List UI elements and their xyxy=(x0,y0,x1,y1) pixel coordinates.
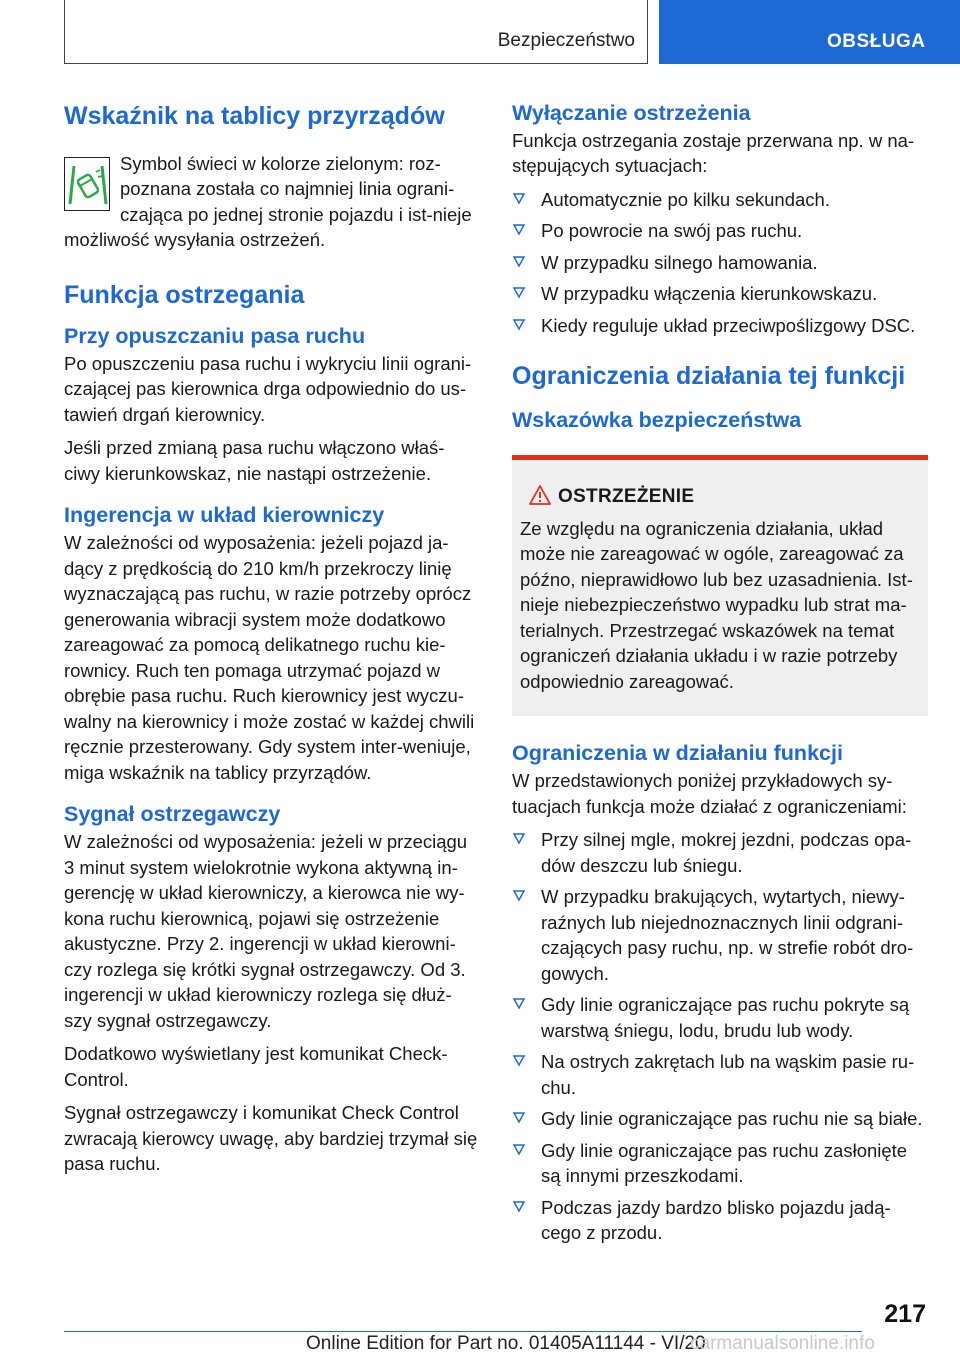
heading-disable-warning: Wyłączanie ostrzeżenia xyxy=(512,101,751,125)
disable-intro: Funkcja ostrzegania zostaje przerwana np. w na-stępujących sytuacjach: xyxy=(512,129,915,177)
restrictions-list xyxy=(512,827,928,1246)
triangle-bullet-icon xyxy=(512,316,526,332)
list-item: Po powrocie na swój pas ruchu. xyxy=(512,218,928,244)
list-item: W przypadku silnego hamowania. xyxy=(512,250,928,276)
list-item: Gdy linie ograniczające pas ruchu pokryte są warstwą śniegu, lodu, brudu lub wody. xyxy=(512,992,928,1043)
heading-leaving-lane: Przy opuszczaniu pasa ruchu xyxy=(64,324,366,348)
indicator-text: Symbol świeci w kolorze zielonym: roz-poznana została co najmniej linia ograni-czająca po jednej stronie pojazdu i ist-nieje możliwość wysyłania ostrzeżeń. xyxy=(64,152,472,250)
leaving-paragraph-1: Po opuszczeniu pasa ruchu i wykryciu linii ograni-czającej pas kierownica drga odpowiednio do us-tawień drgań kierownicy. xyxy=(64,352,472,425)
header-chapter-tab xyxy=(659,0,960,64)
triangle-bullet-icon xyxy=(512,1141,526,1157)
list-item: Podczas jazdy bardzo blisko pojazdu jadą-cego z przodu. xyxy=(512,1195,928,1246)
triangle-bullet-icon xyxy=(512,1198,526,1214)
page-number: 217 xyxy=(884,1300,926,1328)
triangle-bullet-icon xyxy=(512,284,526,300)
triangle-bullet-icon xyxy=(512,1052,526,1068)
left-column xyxy=(64,100,478,1177)
triangle-bullet-icon xyxy=(512,1109,526,1125)
list-item: W przypadku włączenia kierunkowskazu. xyxy=(512,281,928,307)
right-column xyxy=(512,100,928,1252)
header-section-title: Bezpieczeństwo xyxy=(497,30,635,51)
warning-title: OSTRZEŻENIE xyxy=(558,485,695,507)
list-item: Kiedy reguluje układ przeciwpoślizgowy DSC. xyxy=(512,313,928,339)
lane-departure-green-icon xyxy=(64,157,110,211)
warning-triangle-icon xyxy=(528,484,552,506)
heading-warning-signal: Sygnał ostrzegawczy xyxy=(64,802,281,827)
triangle-bullet-icon xyxy=(512,887,526,903)
triangle-bullet-icon xyxy=(512,830,526,846)
list-item: Przy silnej mgle, mokrej jezdni, podczas opa-dów deszczu lub śniegu. xyxy=(512,827,928,878)
triangle-bullet-icon xyxy=(512,221,526,237)
signal-paragraph-3: Sygnał ostrzegawczy i komunikat Check Control zwracają kierowcy uwagę, aby bardziej trzymał się pasa ruchu. xyxy=(64,1102,478,1175)
footer-watermark: carmanualsonline.info xyxy=(690,1333,875,1354)
triangle-bullet-icon xyxy=(512,253,526,269)
heading-steering-intervention: Ingerencja w układ kierowniczy xyxy=(64,503,385,528)
list-item: W przypadku brakujących, wytartych, niewy-raźnych lub niejednoznacznych linii odgrani-czających pasy ruchu, np. w strefie robót dro-gowych. xyxy=(512,884,928,986)
list-item: Na ostrych zakrętach lub na wąskim pasie ru-chu. xyxy=(512,1049,928,1100)
leaving-paragraph-2: Jeśli przed zmianą pasa ruchu włączono właś-ciwy kierunkowskaz, nie nastąpi ostrzeżenie. xyxy=(64,437,445,484)
heading-function-limits: Ograniczenia działania tej funkcji xyxy=(512,362,906,391)
header-chapter-label: OBSŁUGA xyxy=(827,31,926,52)
heading-safety-note: Wskazówka bezpieczeństwa xyxy=(512,407,802,432)
indicator-paragraph xyxy=(64,151,478,253)
footer-divider xyxy=(64,1331,862,1332)
steering-paragraph: W zależności od wyposażenia: jeżeli pojazd ja-dący z prędkością do 210 km/h przekroczy linię wyznaczającą pas ruchu, w razie potrzeby oprócz generowania wibracji system może dodatkowo zareagować za pomocą delikatnego ruchu kie-rownicy. Ruch ten pomaga utrzymać pojazd w obrębie pasa ruchu. Ruch kierownicy jest wyczu-walny na kierownicy i może zostać w każdej chwili ręcznie przesterowany. Gdy system inter-weniuje, miga wskaźnik na tablicy przyrządów. xyxy=(64,532,475,783)
list-item: Gdy linie ograniczające pas ruchu zasłonięte są innymi przeszkodami. xyxy=(512,1138,928,1189)
signal-paragraph-2: Dodatkowo wyświetlany jest komunikat Check-Control. xyxy=(64,1043,448,1090)
restrictions-intro: W przedstawionych poniżej przykładowych sy-tuacjach funkcja może działać z ograniczeniami: xyxy=(512,770,907,817)
triangle-bullet-icon xyxy=(512,190,526,206)
triangle-bullet-icon xyxy=(512,995,526,1011)
footer-edition: Online Edition for Part no. 01405A11144 - VI/20 xyxy=(306,1333,706,1354)
list-item: Automatycznie po kilku sekundach. xyxy=(512,187,928,213)
disable-list xyxy=(512,187,928,339)
list-item: Gdy linie ograniczające pas ruchu nie są białe. xyxy=(512,1106,928,1132)
heading-warning-function: Funkcja ostrzegania xyxy=(64,280,305,309)
warning-box xyxy=(512,455,928,717)
warning-text: Ze względu na ograniczenia działania, układ może nie zareagować w ogóle, zareagować za późno, nieprawidłowo lub bez uzasadnienia. Ist-nieje niebezpieczeństwo wypadku lub strat ma-terialnych. Przestrzegać wskazówek na temat ograniczeń działania układu i w razie potrzeby odpowiednio zareagować. xyxy=(520,517,913,692)
heading-indicator: Wskaźnik na tablicy przyrządów xyxy=(64,102,445,130)
header-frame xyxy=(64,0,648,64)
heading-restrictions: Ograniczenia w działaniu funkcji xyxy=(512,741,843,766)
signal-paragraph-1: W zależności od wyposażenia: jeżeli w przeciągu 3 minut system wielokrotnie wykona aktywną in-gerencję w układ kierowniczy, a kierowca nie wy-kona ruchu kierownicą, pojawi się ostrzeżenie akustyczne. Przy 2. ingerencji w układ kierowni-czy rozlega się krótki sygnał ostrzegawczy. Od 3. ingerencji w układ kierowniczy rozlega się dłuż-szy sygnał ostrzegawczy. xyxy=(64,831,468,1031)
